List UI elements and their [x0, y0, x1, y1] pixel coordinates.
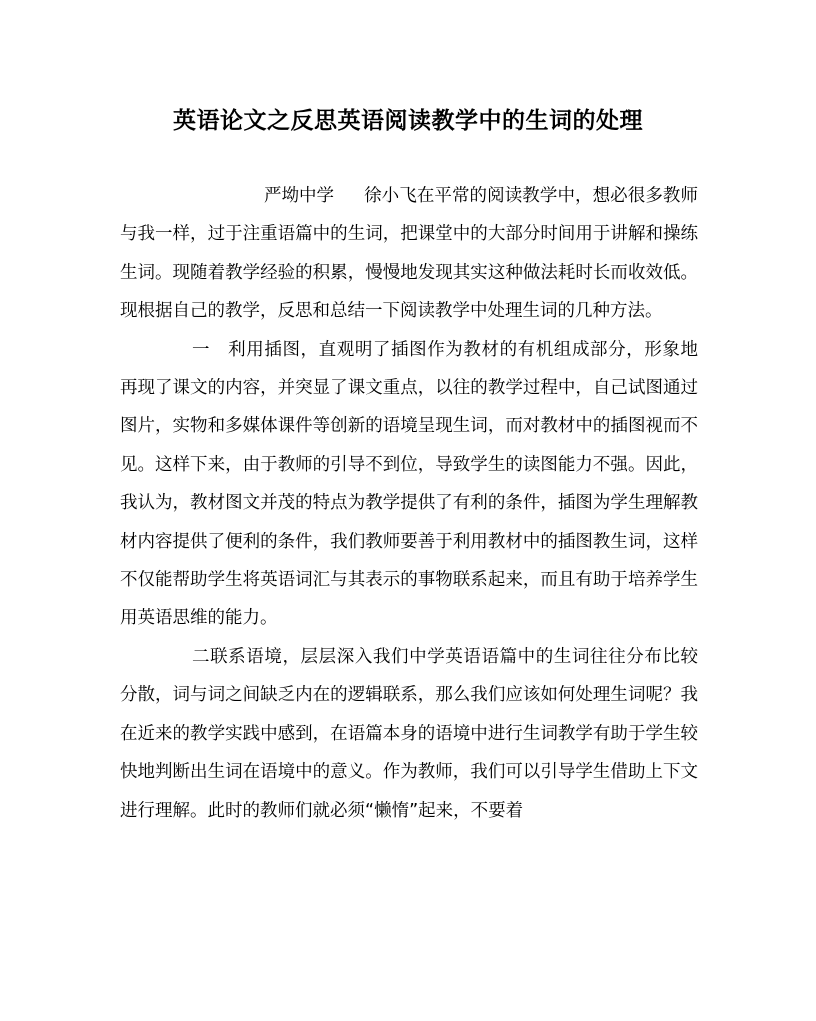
document-body [120, 177, 698, 830]
paragraph-intro-text: 徐小飞在平常的阅读教学中，想必很多教师与我一样，过于注重语篇中的生词，把课堂中的大部分时间用于讲解和操练生词。现随着教学经验的积累，慢慢地发现其实这种做法耗时长而收效低。现根据自己的教学，反思和总结一下阅读教学中处理生词的几种方法。 [120, 186, 698, 322]
paragraph-intro [120, 177, 698, 331]
paragraph-section-one: 一 利用插图，直观明了插图作为教材的有机组成部分，形象地再现了课文的内容，并突显了课文重点，以往的教学过程中，自己试图通过图片，实物和多媒体课件等创新的语境呈现生词，而对教材中的插图视而不见。这样下来，由于教师的引导不到位，导致学生的读图能力不强。因此，我认为，教材图文并茂的特点为教学提供了有利的条件，插图为学生理解教材内容提供了便利的条件，我们教师要善于利用教材中的插图教生词，这样不仅能帮助学生将英语词汇与其表示的事物联系起来，而且有助于培养学生用英语思维的能力。 [120, 339, 698, 629]
document-title: 英语论文之反思英语阅读教学中的生词的处理 [173, 107, 643, 134]
paragraph-section-two: 二联系语境，层层深入我们中学英语语篇中的生词往往分布比较分散，词与词之间缺乏内在的逻辑联系，那么我们应该如何处理生词呢？我在近来的教学实践中感到，在语篇本身的语境中进行生词教学有助于学生较快地判断出生词在语境中的意义。作为教师，我们可以引导学生借助上下文进行理解。此时的教师们就必须“懒惰”起来，不要着 [120, 646, 698, 821]
school-name: 严坳中学 [264, 186, 334, 206]
